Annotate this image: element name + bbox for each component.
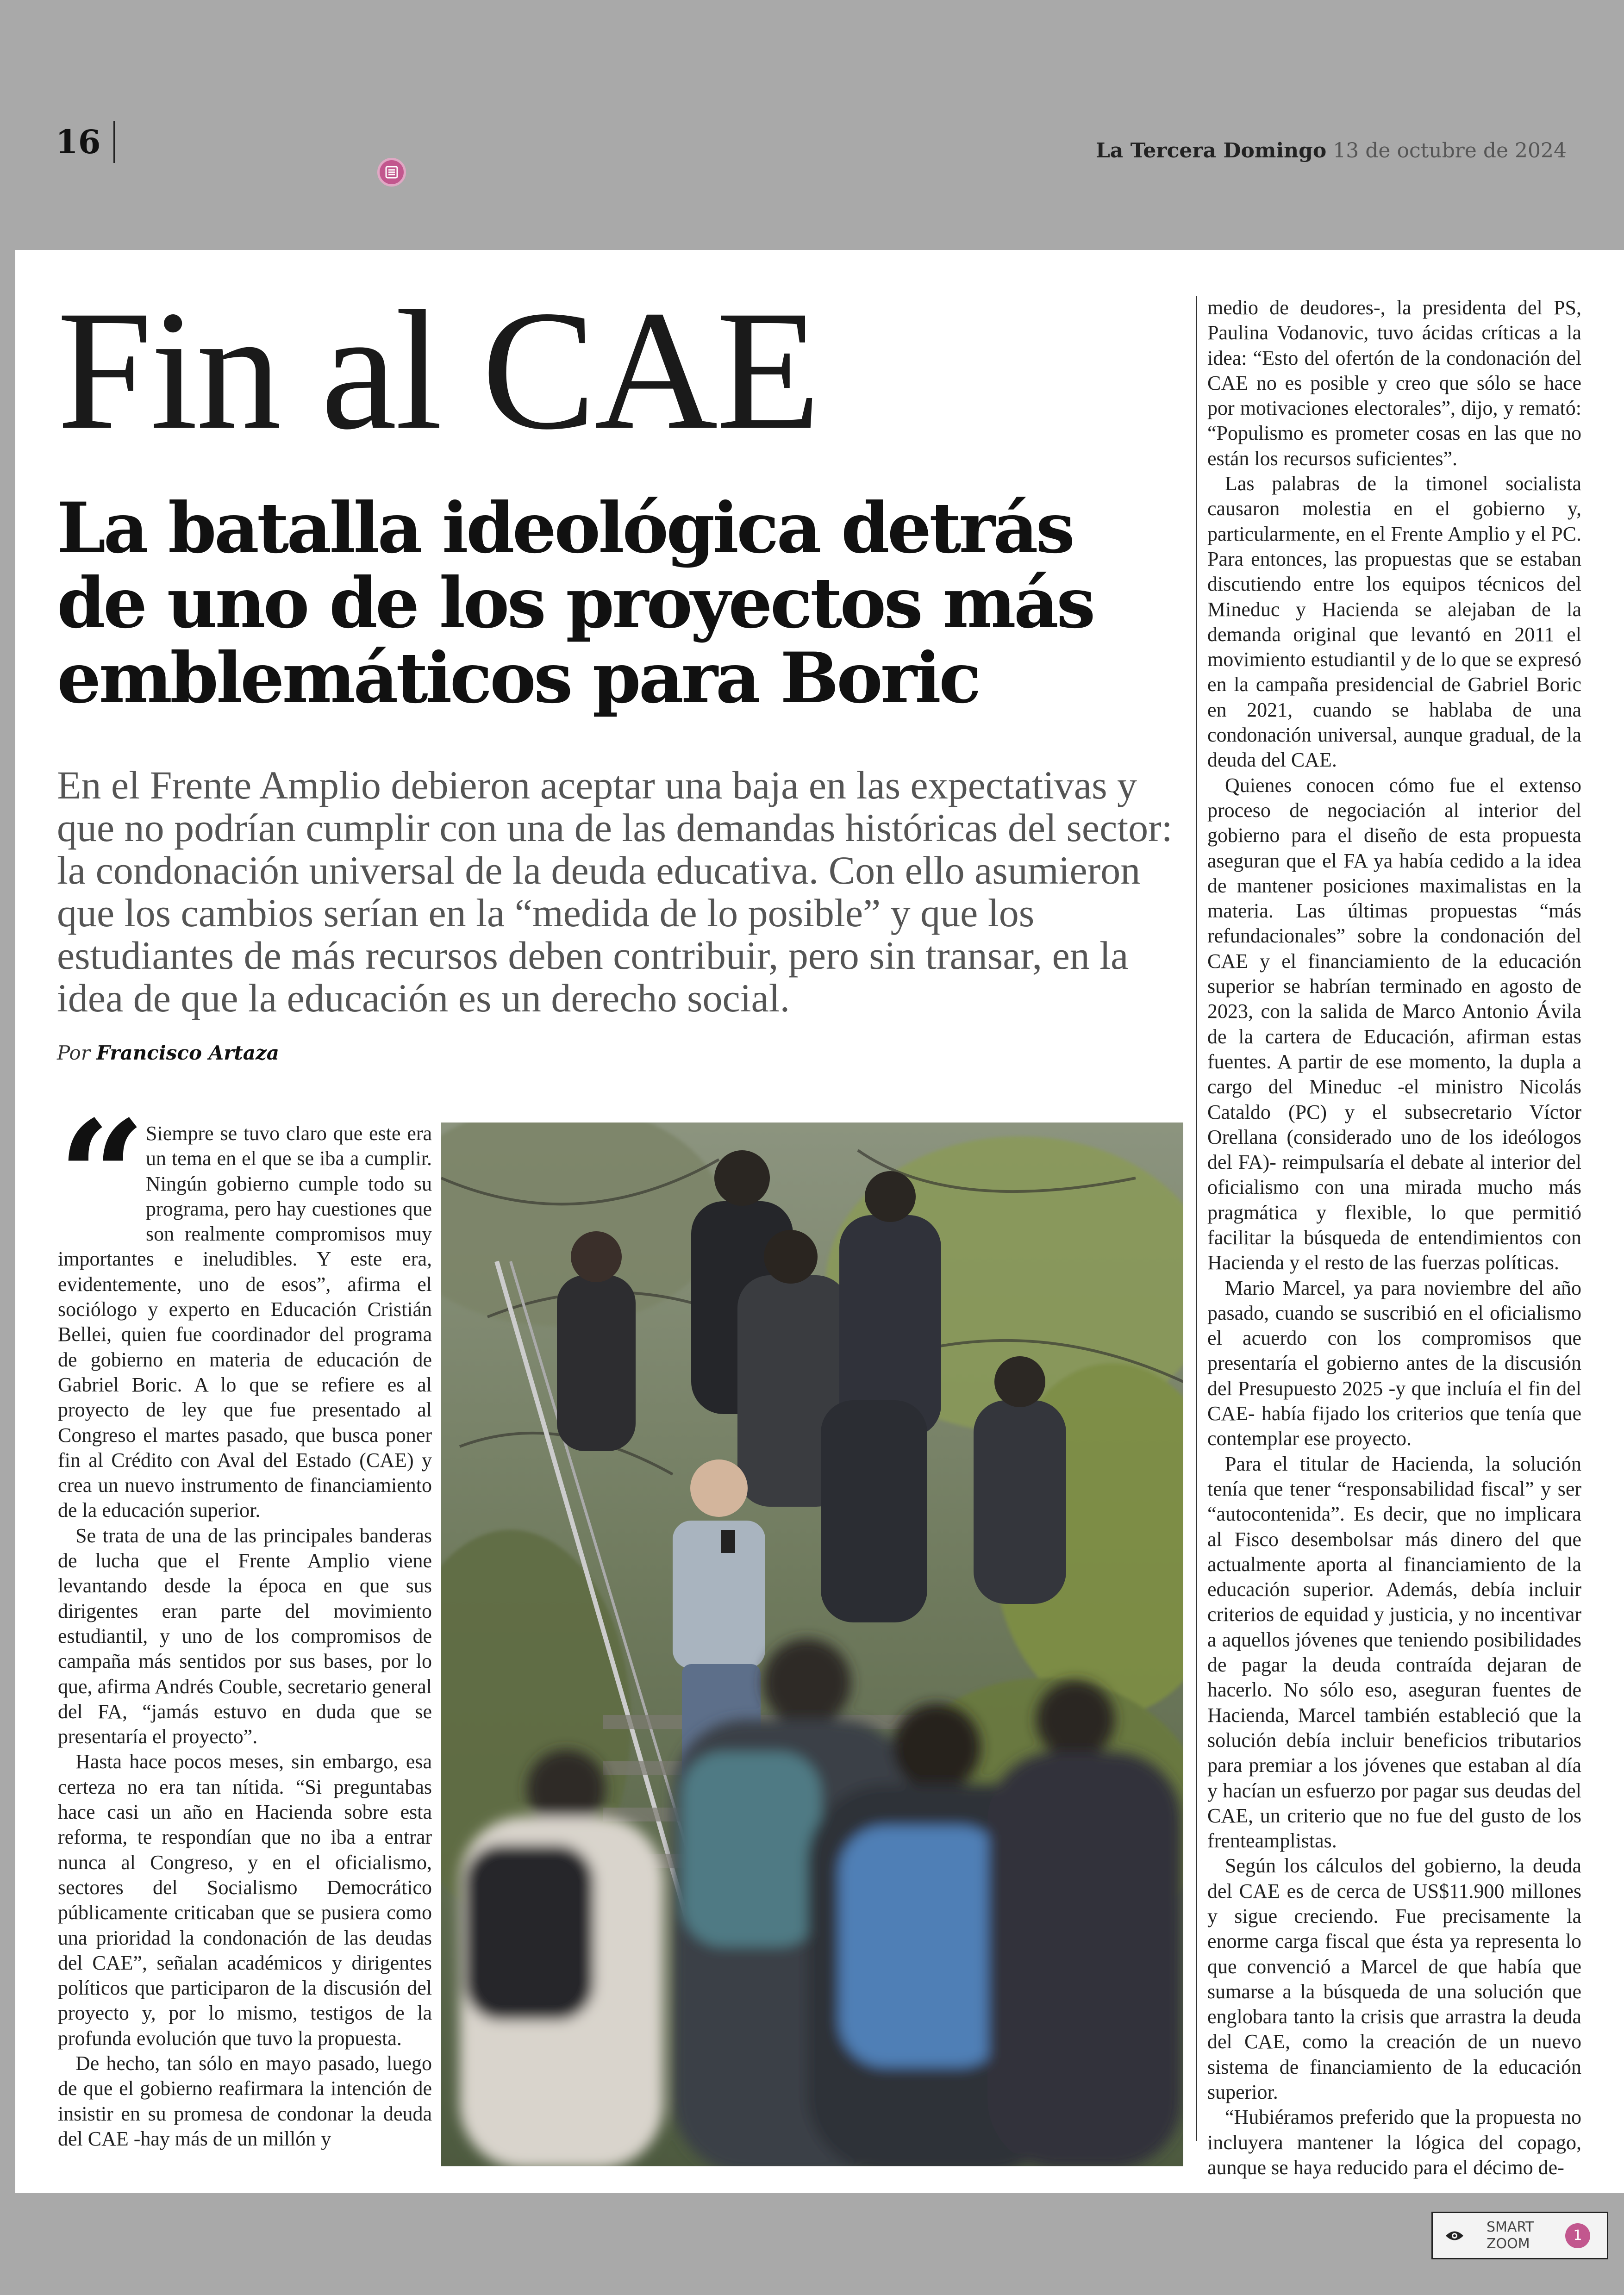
eye-icon [1445, 2230, 1464, 2242]
paragraph: Se trata de una de las principales banderas de lucha que el Frente Amplio viene levantando desde la época en que sus dirigentes eran parte del movimiento estudiantil, y uno de los compromisos de campaña más sentidos por sus bases, por lo que, afirma Andrés Couble, secretario general del FA, “jamás estuvo en duda que se presentaría el proyecto”. [58, 1524, 432, 1748]
paragraph: Quienes conocen cómo fue el extenso proceso de negociación al interior del gobierno para el diseño de esta propuesta aseguran que el FA ya había cedido a la idea de mantener posiciones maximalistas en la materia. Las últimas propuestas “más refundacionales” sobre la condonación del CAE y el financiamiento de la educación superior se habrían terminado en agosto de 2023, con la salida de Marco Antonio Ávila de la cartera de Educación, afirman estas fuentes. A partir de ese momento, la dupla a cargo del Mineduc -el ministro Nicolás Cataldo (PC) y el subsecretario Víctor Orellana (considerado uno de los ideólogos del FA)- reimpulsaría el debate al interior del oficialismo con una mirada mucho más pragmática y flexible, lo que permitió facilitar la búsqueda de entendimientos con Hacienda y el resto de las fuerzas políticas. [1207, 773, 1581, 1274]
publication-name: La Tercera Domingo [1095, 139, 1327, 162]
smart-zoom-label-line1: SMART [1487, 2219, 1534, 2235]
right-column [1207, 295, 1581, 2180]
subhead: La batalla ideológica detrás de uno de los proyectos más emblemáticos para Boric [57, 487, 1093, 719]
article-page [15, 250, 1624, 2193]
paragraph: Según los cálculos del gobierno, la deuda del CAE es de cerca de US$11.900 millones y sigue creciendo. Fue precisamente la enorme carga fiscal que ésta ya representa lo que convenció a Marcel de que había que sumarse a la búsqueda de una solución que englobara tanto la crisis que arrastra la deuda del CAE, como la creación de un nuevo sistema de financiamiento de la educación superior. [1207, 1854, 1581, 2104]
note-lines-icon [385, 165, 399, 179]
paragraph: Siempre se tuvo claro que este era un tema en el que se iba a cumplir. Ningún gobierno cumple todo su programa, pero hay cuestiones que son realmente compromisos muy importantes e ineludibles. Y este era, evidentemente, uno de esos”, afirma el sociólogo y experto en Educación Cristián Bellei, quien fue coordinador del programa de gobierno en materia de educación de Gabriel Boric. A lo que se refiere es al proyecto de ley que fue presentado al Congreso el martes pasado, que busca poner fin al Crédito con Aval del Estado (CAE) y crea un nuevo instrumento de financiamiento de la educación superior. [58, 1122, 432, 1522]
paragraph: “Hubiéramos preferido que la propuesta no incluyera mantener la lógica del copago, aunque se haya reducido para el décimo de- [1207, 2106, 1581, 2179]
paragraph: Para el titular de Hacienda, la solución tenía que tener “responsabilidad fiscal” y ser “autocontenida”. Es decir, que no implicara al Fisco desembolsar más dinero del que actualmente aporta al financiamiento de la educación superior. Además, debía incluir criterios de equidad y justicia, y no incentivar a aquellos jóvenes que teniendo posibilidades de pagar la deuda contraída dejaran de hacerlo. No sólo eso, aseguran fuentes de Hacienda, Marcel también estableció que la solución debía incluir beneficios tributarios para premiar a los jóvenes que estaban al día y hacían un esfuerzo por pagar sus deudas del CAE, un criterio que no fue del gusto de los frenteamplistas. [1207, 1452, 1581, 1852]
headline: Fin al CAE [57, 275, 819, 465]
byline [57, 1041, 279, 1064]
byline-author: Francisco Artaza [96, 1041, 280, 1064]
paragraph: Mario Marcel, ya para noviembre del año pasado, cuando se suscribió en el oficialismo el acuerdo con los compromisos que presentaría el gobierno antes de la discusión del Presupuesto 2025 -y que incluía el fin del CAE- había fijado los criterios que tenía que contemplar ese proyecto. [1207, 1276, 1581, 1450]
paragraph: Hasta hace pocos meses, sin embargo, esa certeza no era tan nítida. “Si preguntabas hace casi un año en Hacienda sobre esta reforma, te respondían que no iba a entrar nunca al Congreso, y en el oficialismo, sectores del Socialismo Democrático públicamente criticaban que se pusiera como una prioridad la condonación de las deudas del CAE”, señalan académicos y dirigentes políticos que participaron de la discusión del proyecto y, por lo mismo, testigos de la profunda evolución que tuvo la propuesta. [58, 1750, 432, 2050]
publication-date: 13 de octubre de 2024 [1333, 139, 1567, 162]
smart-zoom-button[interactable] [1431, 2212, 1608, 2259]
column-divider [1196, 296, 1197, 2141]
paragraph: Las palabras de la timonel socialista causaron molestia en el gobierno y, particularmente, en el Frente Amplio y el PC. Para entonces, las propuestas que se estaban discutiendo entre los equipos técnicos del Mineduc y Hacienda se alejaban de la demanda original que levantó en 2011 el movimiento estudiantil y de lo que se expresó en la campaña presidencial de Gabriel Boric en 2021, cuando se hablaba de una condonación universal, aunque gradual, de la deuda del CAE. [1207, 472, 1581, 772]
article-photo [441, 1123, 1183, 2166]
smart-zoom-label [1487, 2219, 1556, 2252]
smart-zoom-badge: 1 [1565, 2223, 1590, 2248]
page-number: 16 [56, 121, 115, 163]
left-column [58, 1087, 432, 2152]
masthead [1096, 139, 1567, 162]
deck: En el Frente Amplio debieron aceptar una baja en las expectativas y que no podrían cumplir con una de las demandas históricas del sector: la condonación universal de la deuda educativa. Con ello asumieron que los cambios serían en la “medida de lo posible” y que los estudiantes de más recursos deben contribuir, pero sin transar, en la idea de que la educación es un derecho social. [57, 763, 1173, 1020]
annotation-note-icon[interactable] [377, 158, 406, 187]
byline-prefix: Por [57, 1041, 90, 1064]
paragraph: medio de deudores-, la presidenta del PS, Paulina Vodanovic, tuvo ácidas críticas a la idea: “Esto del ofertón de la condonación del CAE no es posible y creo que sólo se hace por motivaciones electorales”, dijo, y remató: “Populismo es prometer cosas en las que no están los recursos suficientes”. [1207, 296, 1581, 470]
students-walking-photo [441, 1123, 1183, 2166]
smart-zoom-label-line2: ZOOM [1487, 2235, 1530, 2252]
paragraph: De hecho, tan sólo en mayo pasado, luego de que el gobierno reafirmara la intención de insistir en su promesa de condonar la deuda del CAE -hay más de un millón y [58, 2052, 432, 2150]
quote-mark: “ [58, 1087, 146, 1266]
